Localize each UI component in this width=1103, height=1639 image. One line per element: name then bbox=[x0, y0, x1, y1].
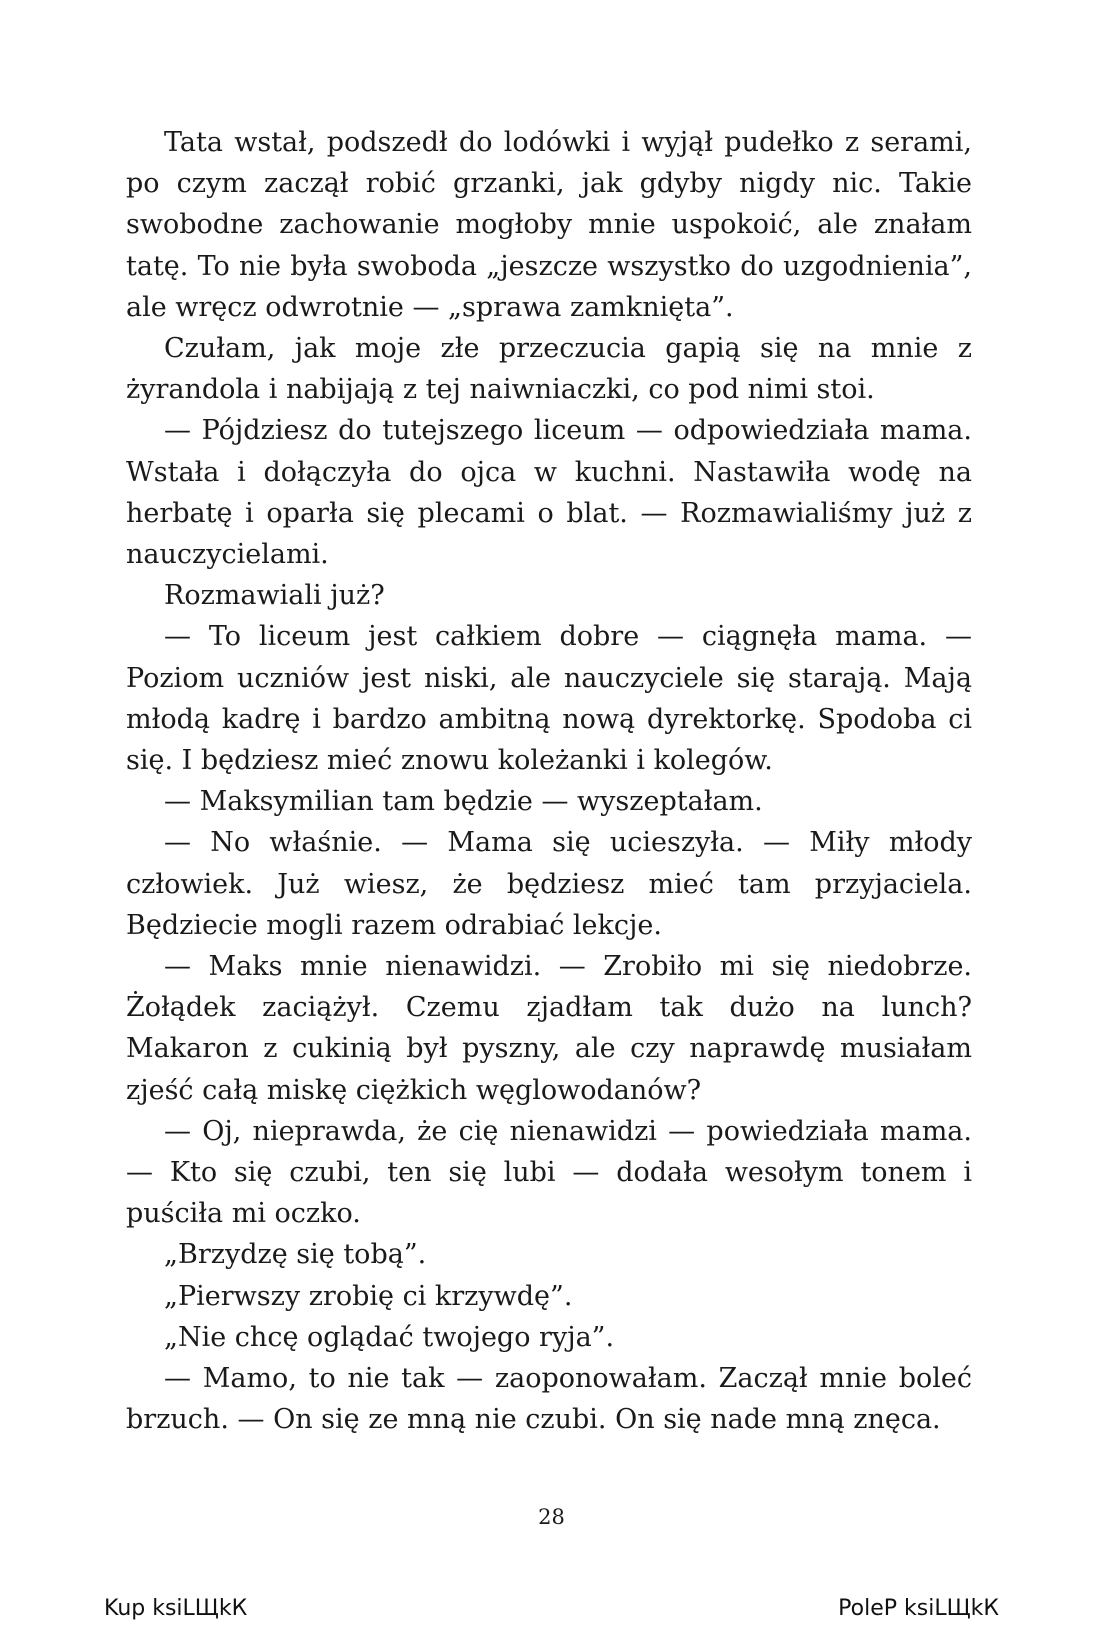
paragraph: „Nie chcę oglądać twojego ryja”. bbox=[164, 1321, 615, 1353]
page-body bbox=[126, 122, 972, 1441]
page-number: 28 bbox=[538, 1505, 565, 1529]
paragraph: — Oj, nieprawda, że cię nienawidzi — powiedziała mama. — Kto się czubi, ten się lubi — dodała wesołym tonem i puściła mi oczko. bbox=[126, 1115, 972, 1230]
paragraph: „Brzydzę się tobą”. bbox=[164, 1239, 427, 1271]
paragraph: — No właśnie. — Mama się ucieszyła. — Miły młody człowiek. Już wiesz, że będziesz mieć tam przyjaciela. Będziecie mogli razem odrabiać lekcje. bbox=[126, 827, 972, 941]
paragraph: — Maks mnie nienawidzi. — Zrobiło mi się niedobrze. Żołądek zaciążył. Czemu zjadłam tak dużo na lunch? Makaron z cukinią był pyszny, ale czy naprawdę musiałam zjeść całą miskę ciężkich węglowodanów? bbox=[126, 951, 972, 1106]
paragraph: Czułam, jak moje złe przeczucia gapią się na mnie z żyrandola i nabijają z tej naiwniaczki, co pod nimi stoi. bbox=[126, 333, 972, 406]
paragraph: Rozmawiali już? bbox=[164, 580, 385, 612]
paragraph: „Pierwszy zrobię ci krzywdę”. bbox=[164, 1280, 573, 1312]
recommend-book-link[interactable]: PoleP ksiLЩkК bbox=[838, 1596, 999, 1621]
paragraph: — Pójdziesz do tutejszego liceum — odpowiedziała mama. Wstała i dołączyła do ojca w kuchni. Nastawiła wodę na herbatę i oparła się plecami o blat. — Rozmawialiśmy już z nauczycielami. bbox=[126, 415, 972, 571]
paragraph: Tata wstał, podszedł do lodówki i wyjął pudełko z serami, po czym zaczął robić grzanki, jak gdyby nigdy nic. Takie swobodne zachowanie mogłoby mnie uspokoić, ale znałam tatę. To nie była swoboda „jeszcze wszystko do uzgodnienia”, ale wręcz odwrotnie — „sprawa zamknięta”. bbox=[126, 127, 972, 323]
paragraph: — Maksymilian tam będzie — wyszeptałam. bbox=[164, 786, 763, 818]
paragraph: — To liceum jest całkiem dobre — ciągnęła mama. — Poziom uczniów jest niski, ale nauczyciele się starają. Mają młodą kadrę i bardzo ambitną nową dyrektorkę. Spodoba ci się. I będziesz mieć znowu koleżanki i kolegów. bbox=[126, 621, 972, 777]
paragraph: — Mamo, to nie tak — zaoponowałam. Zaczął mnie boleć brzuch. — On się ze mną nie czubi. On się nade mną znęca. bbox=[126, 1363, 972, 1436]
buy-book-link[interactable]: Kup ksiLЩkК bbox=[104, 1596, 248, 1621]
